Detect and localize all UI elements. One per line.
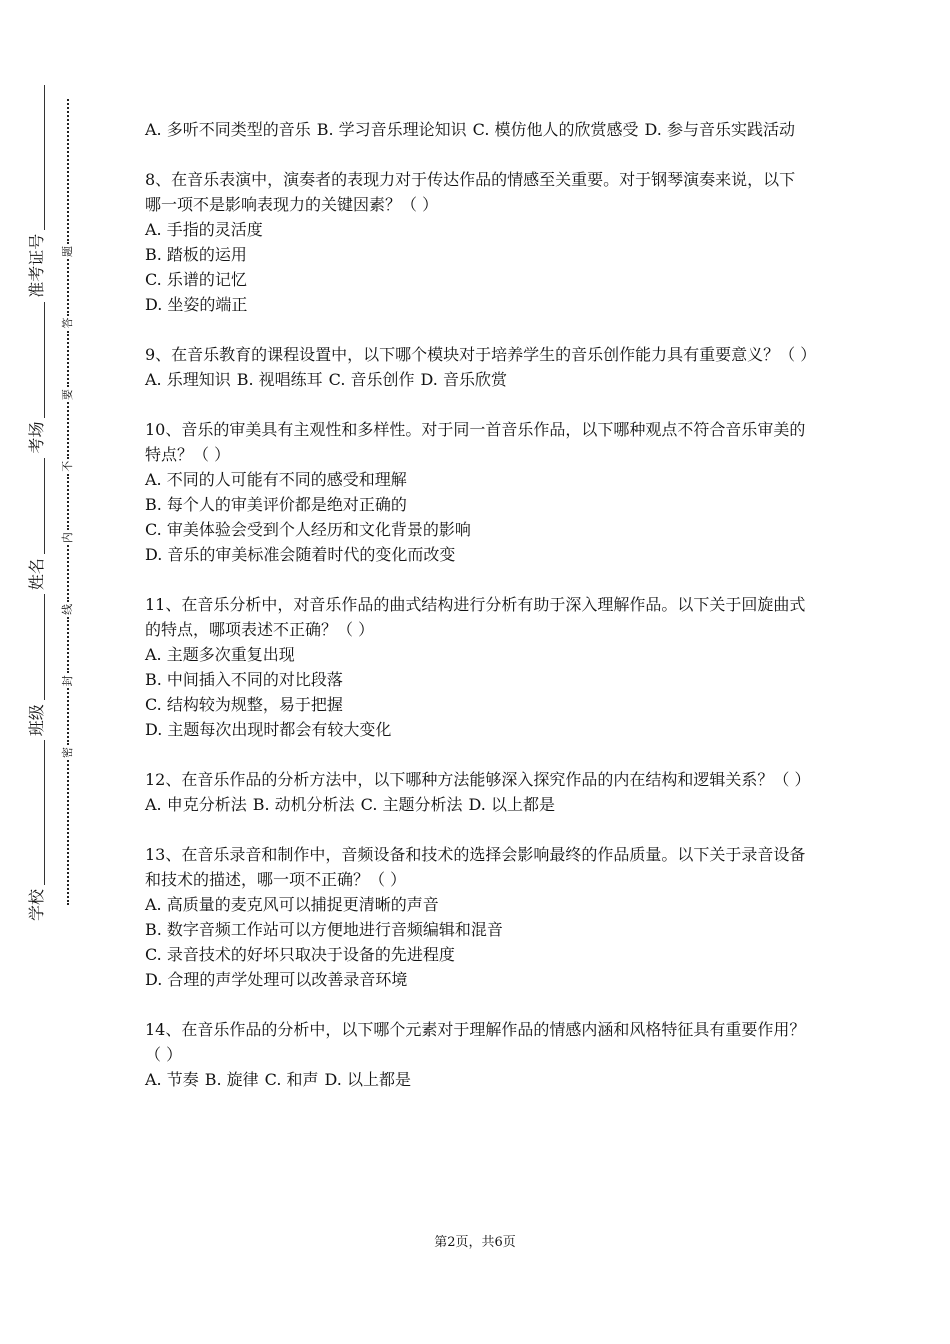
option: D. 参与音乐实践活动 [644, 120, 795, 139]
dotted-line [67, 259, 69, 316]
field-label: 考场 [27, 421, 46, 454]
options [145, 367, 811, 392]
options [145, 792, 811, 817]
seal-char: 封 [61, 675, 74, 687]
seal-char: 密 [61, 747, 74, 758]
seal-char: 线 [61, 603, 74, 615]
question [145, 842, 811, 992]
seal-char: 不 [61, 460, 74, 472]
option: D. 以上都是 [468, 795, 555, 814]
question-stem: 11、在音乐分析中，对音乐作品的曲式结构进行分析有助于深入理解作品。以下关于回旋曲式的特点，哪项表述不正确？（ ） [145, 595, 806, 639]
candidate-info-strip [23, 85, 47, 925]
field-label: 姓名 [27, 558, 46, 591]
options [145, 217, 811, 317]
dotted-line [67, 99, 69, 244]
dotted-line [67, 760, 69, 905]
field-label: 学校 [27, 888, 46, 921]
option: B. 视唱练耳 [236, 370, 323, 389]
option: A. 不同的人可能有不同的感受和理解 [145, 470, 407, 489]
option: B. 学习音乐理论知识 [316, 120, 467, 139]
options [145, 117, 811, 142]
question [145, 767, 811, 817]
question [145, 342, 817, 392]
option: A. 申克分析法 [145, 795, 247, 814]
option: D. 坐姿的端正 [145, 295, 248, 314]
option: D. 主题每次出现时都会有较大变化 [145, 720, 392, 739]
option: C. 音乐创作 [328, 370, 415, 389]
option: B. 中间插入不同的对比段落 [145, 670, 343, 689]
question [145, 417, 811, 567]
field-label: 班级 [27, 704, 46, 737]
options [145, 467, 811, 567]
option: B. 数字音频工作站可以方便地进行音频编辑和混音 [145, 920, 503, 939]
question-stem: 10、音乐的审美具有主观性和多样性。对于同一首音乐作品，以下哪种观点不符合音乐审美的特点？（ ） [145, 420, 806, 464]
option: B. 旋律 [204, 1070, 259, 1089]
field-blank-line[interactable] [43, 302, 45, 418]
question-stem: 13、在音乐录音和制作中，音频设备和技术的选择会影响最终的作品质量。以下关于录音设备和技术的描述，哪一项不正确？（ ） [145, 845, 806, 889]
question-stem: 12、在音乐作品的分析方法中，以下哪种方法能够深入探究作品的内在结构和逻辑关系？（ ） [145, 770, 811, 789]
field-blank-line[interactable] [43, 85, 45, 230]
option: A. 主题多次重复出现 [145, 645, 295, 664]
option: A. 多听不同类型的音乐 [145, 120, 311, 139]
option: C. 录音技术的好坏只取决于设备的先进程度 [145, 945, 455, 964]
question-list [145, 117, 817, 1117]
option: B. 踏板的运用 [145, 245, 247, 264]
option: A. 手指的灵活度 [145, 220, 263, 239]
option: C. 和声 [264, 1070, 319, 1089]
seal-char: 内 [61, 532, 74, 544]
option: A. 乐理知识 [145, 370, 231, 389]
question [145, 1017, 811, 1092]
question [145, 117, 811, 142]
question [145, 167, 811, 317]
option: A. 高质量的麦克风可以捕捉更清晰的声音 [145, 895, 439, 914]
option: A. 节奏 [145, 1070, 199, 1089]
option: C. 结构较为规整，易于把握 [145, 695, 343, 714]
dotted-line [67, 402, 69, 459]
question-stem: 9、在音乐教育的课程设置中，以下哪个模块对于培养学生的音乐创作能力具有重要意义？（ ） [145, 345, 817, 364]
option: D. 合理的声学处理可以改善录音环境 [145, 970, 408, 989]
option: C. 审美体验会受到个人经历和文化背景的影响 [145, 520, 471, 539]
field-blank-line[interactable] [43, 458, 45, 555]
dotted-line [67, 617, 69, 674]
seal-char: 答 [61, 317, 74, 329]
field-blank-line[interactable] [43, 740, 45, 885]
question [145, 592, 811, 742]
field-blank-line[interactable] [43, 594, 45, 700]
option: C. 模仿他人的欣赏感受 [472, 120, 639, 139]
options [145, 1067, 811, 1092]
option: B. 动机分析法 [252, 795, 355, 814]
option: D. 音乐欣赏 [420, 370, 507, 389]
dotted-line [67, 474, 69, 531]
option: B. 每个人的审美评价都是绝对正确的 [145, 495, 407, 514]
seal-line [60, 99, 76, 905]
page-footer: 第2页，共6页 [434, 1235, 516, 1250]
field-label: 准考证号 [27, 233, 46, 298]
dotted-line [67, 545, 69, 602]
options [145, 642, 811, 742]
option: C. 主题分析法 [360, 795, 463, 814]
option: D. 音乐的审美标准会随着时代的变化而改变 [145, 545, 456, 564]
options [145, 892, 811, 992]
question-stem: 14、在音乐作品的分析中，以下哪个元素对于理解作品的情感内涵和风格特征具有重要作用？（ ） [145, 1020, 806, 1064]
seal-char: 题 [61, 245, 74, 257]
question-stem: 8、在音乐表演中，演奏者的表现力对于传达作品的情感至关重要。对于钢琴演奏来说，以下哪一项不是影响表现力的关键因素？（ ） [145, 170, 796, 214]
option: D. 以上都是 [324, 1070, 411, 1089]
dotted-line [67, 331, 69, 388]
dotted-line [67, 688, 69, 745]
option: C. 乐谱的记忆 [145, 270, 247, 289]
seal-char: 要 [61, 389, 74, 401]
